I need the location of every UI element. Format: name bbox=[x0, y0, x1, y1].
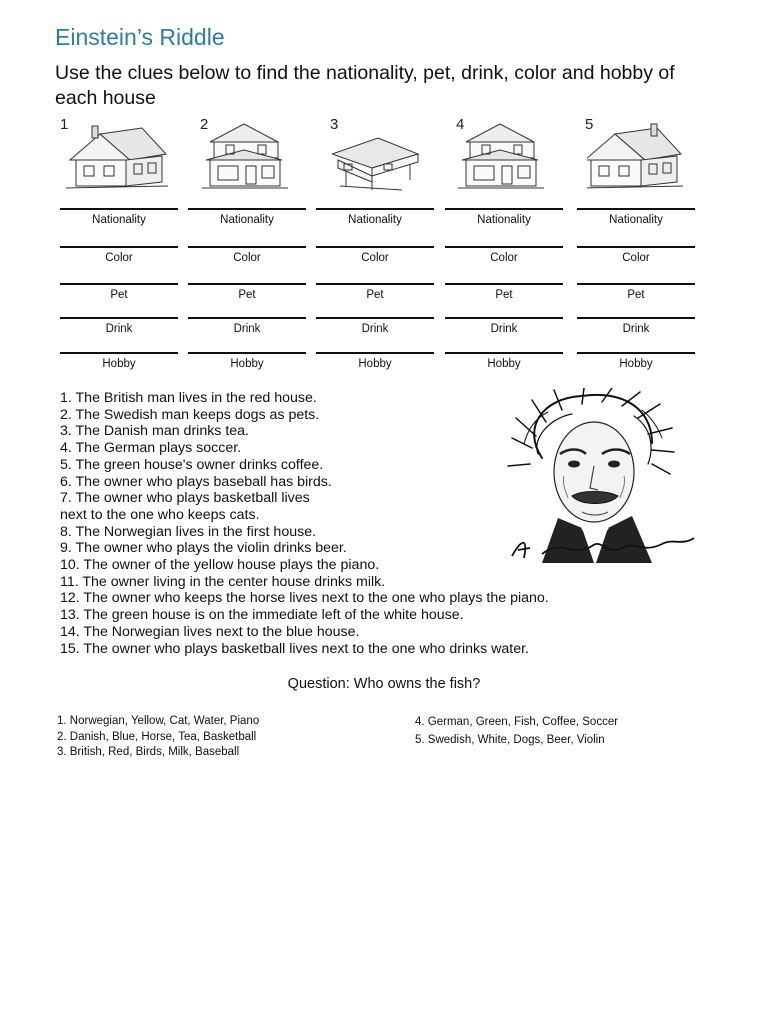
field-color[interactable] bbox=[316, 246, 434, 264]
field-pet[interactable] bbox=[60, 283, 178, 301]
house-number: 2 bbox=[200, 116, 209, 133]
field-nationality[interactable] bbox=[316, 208, 434, 226]
field-drink[interactable] bbox=[316, 317, 434, 335]
field-hobby[interactable] bbox=[445, 352, 563, 370]
field-label: Color bbox=[490, 252, 518, 264]
field-label: Hobby bbox=[230, 358, 264, 370]
field-label: Hobby bbox=[102, 358, 136, 370]
field-color[interactable] bbox=[445, 246, 563, 264]
field-drink[interactable] bbox=[577, 317, 695, 335]
field-hobby[interactable] bbox=[577, 352, 695, 370]
answer-list-right bbox=[415, 714, 618, 749]
field-label: Drink bbox=[622, 323, 650, 335]
clue-item: 5. The green house's owner drinks coffee. bbox=[60, 456, 324, 473]
field-color[interactable] bbox=[577, 246, 695, 264]
field-label: Nationality bbox=[220, 214, 274, 226]
answer-list-left bbox=[57, 714, 259, 761]
clue-item: 1. The British man lives in the red house. bbox=[60, 390, 317, 406]
clue-item: next to the one who keeps cats. bbox=[60, 506, 260, 523]
house-1 bbox=[60, 112, 190, 192]
field-pet[interactable] bbox=[577, 283, 695, 301]
field-label: Color bbox=[622, 252, 650, 264]
clue-list bbox=[60, 390, 549, 657]
answer-grid bbox=[0, 205, 768, 375]
field-hobby[interactable] bbox=[188, 352, 306, 370]
house-3 bbox=[330, 112, 460, 192]
house-5 bbox=[585, 112, 715, 192]
field-label: Color bbox=[105, 252, 133, 264]
field-label: Hobby bbox=[487, 358, 521, 370]
field-label: Nationality bbox=[92, 214, 146, 226]
field-label: Color bbox=[233, 252, 261, 264]
field-pet[interactable] bbox=[188, 283, 306, 301]
clue-item: 15. The owner who plays basketball lives next to the one who drinks water. bbox=[60, 640, 529, 657]
house-icon bbox=[202, 120, 312, 192]
page-title: Einstein’s Riddle bbox=[55, 24, 225, 50]
house-icon bbox=[458, 120, 568, 192]
field-label: Drink bbox=[361, 323, 389, 335]
intro-text: Use the clues below to find the nationality, pet, drink, color and hobby of each house bbox=[55, 62, 675, 109]
house-number: 4 bbox=[456, 116, 465, 133]
field-label: Nationality bbox=[348, 214, 402, 226]
field-label: Pet bbox=[238, 289, 256, 301]
clue-item: 9. The owner who plays the violin drinks beer. bbox=[60, 540, 347, 557]
houses-row bbox=[0, 112, 768, 192]
field-pet[interactable] bbox=[445, 283, 563, 301]
clue-item: 6. The owner who plays baseball has birds. bbox=[60, 473, 332, 490]
answer-item: 3. British, Red, Birds, Milk, Baseball bbox=[57, 746, 240, 758]
clue-item: 11. The owner living in the center house drinks milk. bbox=[60, 573, 386, 590]
answer-item: 2. Danish, Blue, Horse, Tea, Basketball bbox=[57, 730, 257, 743]
field-label: Color bbox=[361, 252, 389, 264]
field-hobby[interactable] bbox=[60, 352, 178, 370]
house-number: 5 bbox=[585, 116, 594, 133]
answer-item: 4. German, Green, Fish, Coffee, Soccer bbox=[415, 716, 619, 728]
house-icon bbox=[587, 120, 697, 192]
field-label: Hobby bbox=[619, 358, 653, 370]
clue-item: 14. The Norwegian lives next to the blue house. bbox=[60, 623, 360, 640]
house-icon bbox=[332, 120, 442, 192]
clue-item: 13. The green house is on the immediate left of the white house. bbox=[60, 607, 464, 624]
clue-item: 3. The Danish man drinks tea. bbox=[60, 423, 250, 440]
clue-item: 7. The owner who plays basketball lives bbox=[60, 490, 310, 507]
field-pet[interactable] bbox=[316, 283, 434, 301]
house-number: 1 bbox=[60, 116, 69, 133]
field-color[interactable] bbox=[188, 246, 306, 264]
field-hobby[interactable] bbox=[316, 352, 434, 370]
field-label: Nationality bbox=[609, 214, 663, 226]
clue-item: 8. The Norwegian lives in the first house. bbox=[60, 523, 317, 540]
house-2 bbox=[200, 112, 330, 192]
house-number: 3 bbox=[330, 116, 339, 133]
answer-item: 1. Norwegian, Yellow, Cat, Water, Piano bbox=[57, 715, 260, 727]
answer-item: 5. Swedish, White, Dogs, Beer, Violin bbox=[415, 733, 605, 746]
clue-item: 2. The Swedish man keeps dogs as pets. bbox=[60, 406, 320, 423]
field-nationality[interactable] bbox=[577, 208, 695, 226]
field-label: Drink bbox=[233, 323, 261, 335]
field-nationality[interactable] bbox=[188, 208, 306, 226]
field-label: Pet bbox=[366, 289, 384, 301]
field-nationality[interactable] bbox=[60, 208, 178, 226]
field-drink[interactable] bbox=[445, 317, 563, 335]
field-label: Nationality bbox=[477, 214, 531, 226]
field-label: Pet bbox=[495, 289, 513, 301]
field-label: Hobby bbox=[358, 358, 392, 370]
field-nationality[interactable] bbox=[445, 208, 563, 226]
field-label: Pet bbox=[110, 289, 128, 301]
clue-item: 4. The German plays soccer. bbox=[60, 440, 242, 457]
field-drink[interactable] bbox=[60, 317, 178, 335]
einstein-portrait bbox=[502, 388, 702, 563]
clue-item: 12. The owner who keeps the horse lives next to the one who plays the piano. bbox=[60, 590, 549, 607]
field-label: Drink bbox=[490, 323, 518, 335]
house-4 bbox=[456, 112, 586, 192]
field-color[interactable] bbox=[60, 246, 178, 264]
house-icon bbox=[62, 120, 172, 192]
clue-item: 10. The owner of the yellow house plays the piano. bbox=[60, 557, 380, 574]
field-label: Pet bbox=[627, 289, 645, 301]
field-label: Drink bbox=[105, 323, 133, 335]
field-drink[interactable] bbox=[188, 317, 306, 335]
question-text: Question: Who owns the fish? bbox=[287, 676, 481, 692]
